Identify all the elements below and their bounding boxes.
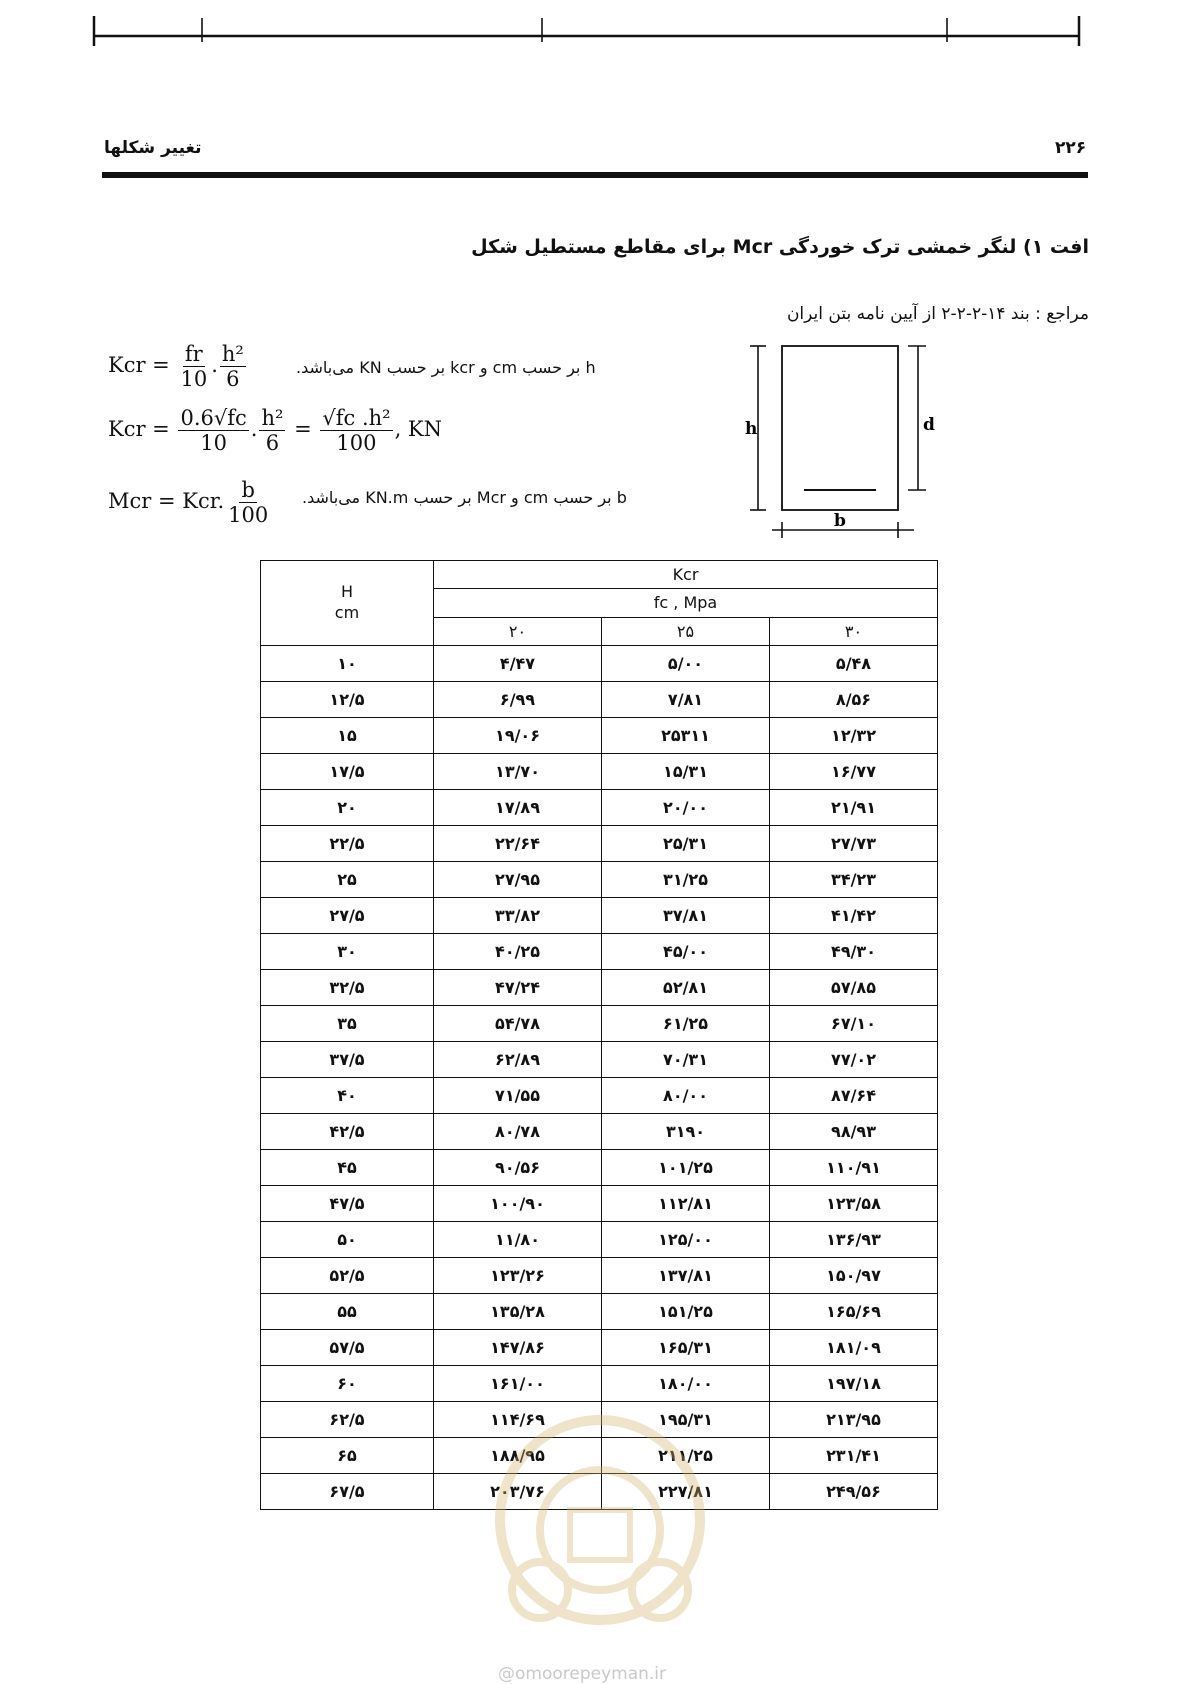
table-row [261, 1006, 938, 1042]
header-rule [102, 172, 1088, 178]
kcr-value: ۹۸/۹۳ [770, 1114, 938, 1150]
kcr-value: ۱۰۱/۲۵ [602, 1150, 770, 1186]
table-row [261, 718, 938, 754]
table-row [261, 1222, 938, 1258]
fc-header: fc , Mpa [434, 589, 938, 617]
h-value: ۶۷/۵ [261, 1474, 434, 1510]
fraction: $\frac{\text{h²}}{6}$ [221, 342, 244, 392]
kcr-value: ۳۴/۲۳ [770, 862, 938, 898]
table-row [261, 1150, 938, 1186]
h-value: ۱۵ [261, 718, 434, 754]
h-value: ۶۰ [261, 1366, 434, 1402]
kcr-table [260, 560, 938, 1510]
watermark-seal-icon [470, 1400, 730, 1660]
table-row [261, 1330, 938, 1366]
kcr-value: ۲۱۳/۹۵ [770, 1402, 938, 1438]
kcr-value: ۲۵۳۱۱ [602, 718, 770, 754]
kcr-value: ۸۷/۶۴ [770, 1078, 938, 1114]
table-row [261, 1294, 938, 1330]
fraction: $\frac{fr}{10}$ [180, 342, 208, 392]
h-value: ۱۷/۵ [261, 754, 434, 790]
kcr-value: ۲۷/۷۳ [770, 826, 938, 862]
kcr-value: ۲۲/۶۴ [434, 826, 602, 862]
kcr-value: ۱۰۰/۹۰ [434, 1186, 602, 1222]
h-value: ۲۷/۵ [261, 898, 434, 934]
formula-3-note: b بر حسب cm و Mcr بر حسب KN.m می‌باشد. [302, 488, 627, 507]
kcr-value: ۱۲۳/۲۶ [434, 1258, 602, 1294]
kcr-value: ۵/۴۸ [770, 646, 938, 682]
kcr-value: ۲۱/۹۱ [770, 790, 938, 826]
kcr-value: ۹۰/۵۶ [434, 1150, 602, 1186]
section-heading: افت ۱) لنگر خمشی ترک خوردگی Mcr برای مقاطع مستطیل شکل [471, 236, 1089, 258]
kcr-value: ۸۰/۰۰ [602, 1078, 770, 1114]
rectangular-section-diagram [745, 340, 935, 540]
kcr-value: ۱۲۵/۰۰ [602, 1222, 770, 1258]
table-row [261, 790, 938, 826]
kcr-value: ۴۷/۲۴ [434, 970, 602, 1006]
h-value: ۳۷/۵ [261, 1042, 434, 1078]
kcr-value: ۱۶/۷۷ [770, 754, 938, 790]
kcr-value: ۸/۵۶ [770, 682, 938, 718]
kcr-value: ۴/۴۷ [434, 646, 602, 682]
formula-kcr-1: Kcr = $\frac{fr}{10}$ . $\frac{\text{h²}}{6}$ [108, 342, 244, 392]
kcr-value: ۱۵۰/۹۷ [770, 1258, 938, 1294]
kcr-table-body [261, 646, 938, 1510]
kcr-value: ۲۰/۰۰ [602, 790, 770, 826]
fraction: $\frac{0.6√fc}{10}$ [180, 406, 247, 456]
kcr-value: ۴۵/۰۰ [602, 934, 770, 970]
h-value: ۲۰ [261, 790, 434, 826]
table-row [261, 862, 938, 898]
kcr-value: ۱۸۰/۰۰ [602, 1366, 770, 1402]
fc-column-25: ۲۵ [602, 617, 770, 645]
kcr-value: ۲۳۱/۴۱ [770, 1438, 938, 1474]
page-number: ۲۲۶ [1055, 138, 1087, 158]
label-h: h [745, 419, 758, 439]
table-row [261, 1114, 938, 1150]
table-row [261, 898, 938, 934]
kcr-value: ۱۲۳/۵۸ [770, 1186, 938, 1222]
kcr-value: ۱۲/۳۲ [770, 718, 938, 754]
kcr-value: ۲۱۱/۲۵ [602, 1438, 770, 1474]
h-value: ۳۲/۵ [261, 970, 434, 1006]
kcr-value: ۲۴۹/۵۶ [770, 1474, 938, 1510]
kcr-header: Kcr [434, 561, 938, 589]
kcr-value: ۵/۰۰ [602, 646, 770, 682]
h-value: ۳۰ [261, 934, 434, 970]
kcr-value: ۱۴۷/۸۶ [434, 1330, 602, 1366]
kcr-value: ۲۰۳/۷۶ [434, 1474, 602, 1510]
table-row [261, 646, 938, 682]
kcr-value: ۱۳/۷۰ [434, 754, 602, 790]
formula-lhs: Kcr [108, 353, 146, 378]
table-row [261, 1258, 938, 1294]
kcr-value: ۳۱۹۰ [602, 1114, 770, 1150]
kcr-value: ۱۶۵/۳۱ [602, 1330, 770, 1366]
h-value: ۴۰ [261, 1078, 434, 1114]
fc-column-20: ۲۰ [434, 617, 602, 645]
h-value: ۱۲/۵ [261, 682, 434, 718]
kcr-value: ۵۴/۷۸ [434, 1006, 602, 1042]
kcr-value: ۱۳۶/۹۳ [770, 1222, 938, 1258]
kcr-value: ۷۰/۳۱ [602, 1042, 770, 1078]
table-row [261, 1186, 938, 1222]
h-value: ۴۷/۵ [261, 1186, 434, 1222]
kcr-value: ۱۱۲/۸۱ [602, 1186, 770, 1222]
formula-lhs: Kcr [108, 417, 146, 442]
kcr-value: ۷۷/۰۲ [770, 1042, 938, 1078]
kcr-value: ۲۵/۳۱ [602, 826, 770, 862]
kcr-value: ۶۲/۸۹ [434, 1042, 602, 1078]
label-b: b [834, 511, 846, 531]
formula-lhs: Mcr [108, 489, 152, 514]
fraction: $\frac{\text{√fc .h²}}{100}$ [322, 406, 391, 456]
kcr-value: ۱۹۵/۳۱ [602, 1402, 770, 1438]
kcr-value: ۱۶۵/۶۹ [770, 1294, 938, 1330]
kcr-value: ۲۷/۹۵ [434, 862, 602, 898]
top-ruler [92, 14, 1082, 48]
kcr-value: ۱۱/۸۰ [434, 1222, 602, 1258]
table-row [261, 1078, 938, 1114]
kcr-value: ۱۵۱/۲۵ [602, 1294, 770, 1330]
kcr-value: ۱۶۱/۰۰ [434, 1366, 602, 1402]
kcr-value: ۳۱/۲۵ [602, 862, 770, 898]
table-row [261, 754, 938, 790]
kcr-value: ۷/۸۱ [602, 682, 770, 718]
kcr-value: ۱۹۷/۱۸ [770, 1366, 938, 1402]
kcr-value: ۲۲۷/۸۱ [602, 1474, 770, 1510]
kcr-value: ۶/۹۹ [434, 682, 602, 718]
h-value: ۶۲/۵ [261, 1402, 434, 1438]
h-value: ۴۲/۵ [261, 1114, 434, 1150]
h-value: ۵۰ [261, 1222, 434, 1258]
h-column-header: H cm [261, 561, 434, 646]
label-d: d [923, 415, 935, 435]
h-value: ۲۲/۵ [261, 826, 434, 862]
table-row [261, 682, 938, 718]
kcr-value: ۷۱/۵۵ [434, 1078, 602, 1114]
h-value: ۵۵ [261, 1294, 434, 1330]
kcr-value: ۱۵/۳۱ [602, 754, 770, 790]
h-value: ۶۵ [261, 1438, 434, 1474]
kcr-value: ۱۳۷/۸۱ [602, 1258, 770, 1294]
fc-column-30: ۳۰ [770, 617, 938, 645]
chapter-title: تغییر شکلها [104, 138, 202, 158]
kcr-value: ۶۷/۱۰ [770, 1006, 938, 1042]
fraction: $\frac{\text{h²}}{6}$ [261, 406, 284, 456]
kcr-value: ۵۲/۸۱ [602, 970, 770, 1006]
h-value: ۴۵ [261, 1150, 434, 1186]
kcr-value: ۱۱۴/۶۹ [434, 1402, 602, 1438]
kcr-value: ۱۷/۸۹ [434, 790, 602, 826]
kcr-value: ۱۹/۰۶ [434, 718, 602, 754]
reference-note: مراجع : بند ۱۴-۲-۲-۲ از آیین نامه بتن ایران [786, 304, 1089, 324]
table-row [261, 826, 938, 862]
kcr-value: ۸۰/۷۸ [434, 1114, 602, 1150]
h-value: ۳۵ [261, 1006, 434, 1042]
kcr-value: ۴۹/۳۰ [770, 934, 938, 970]
kcr-value: ۳۳/۸۲ [434, 898, 602, 934]
kcr-value: ۳۷/۸۱ [602, 898, 770, 934]
kcr-value: ۱۸۱/۰۹ [770, 1330, 938, 1366]
formula-kcr-2: Kcr = $\frac{0.6√fc}{10}$ . $\frac{\text{h²}}{6}$ = $\frac{\text{√fc .h²}}{100}$ , KN [108, 406, 442, 456]
kcr-value: ۴۰/۲۵ [434, 934, 602, 970]
table-row [261, 1042, 938, 1078]
h-value: ۵۷/۵ [261, 1330, 434, 1366]
kcr-value: ۵۷/۸۵ [770, 970, 938, 1006]
formula-1-note: h بر حسب cm و kcr بر حسب KN می‌باشد. [296, 358, 596, 377]
kcr-value: ۱۳۵/۲۸ [434, 1294, 602, 1330]
kcr-value: ۴۱/۴۲ [770, 898, 938, 934]
h-value: ۱۰ [261, 646, 434, 682]
fraction: $\frac{b}{100}$ [228, 478, 269, 528]
watermark-text: @omoorepeyman.ir [498, 1664, 667, 1684]
table-row [261, 1366, 938, 1402]
h-value: ۲۵ [261, 862, 434, 898]
table-row [261, 934, 938, 970]
formula-mcr: Mcr = Kcr. $\frac{b}{100}$ [108, 478, 269, 528]
kcr-value: ۱۸۸/۹۵ [434, 1438, 602, 1474]
table-row [261, 970, 938, 1006]
h-value: ۵۲/۵ [261, 1258, 434, 1294]
kcr-value: ۱۱۰/۹۱ [770, 1150, 938, 1186]
kcr-value: ۶۱/۲۵ [602, 1006, 770, 1042]
